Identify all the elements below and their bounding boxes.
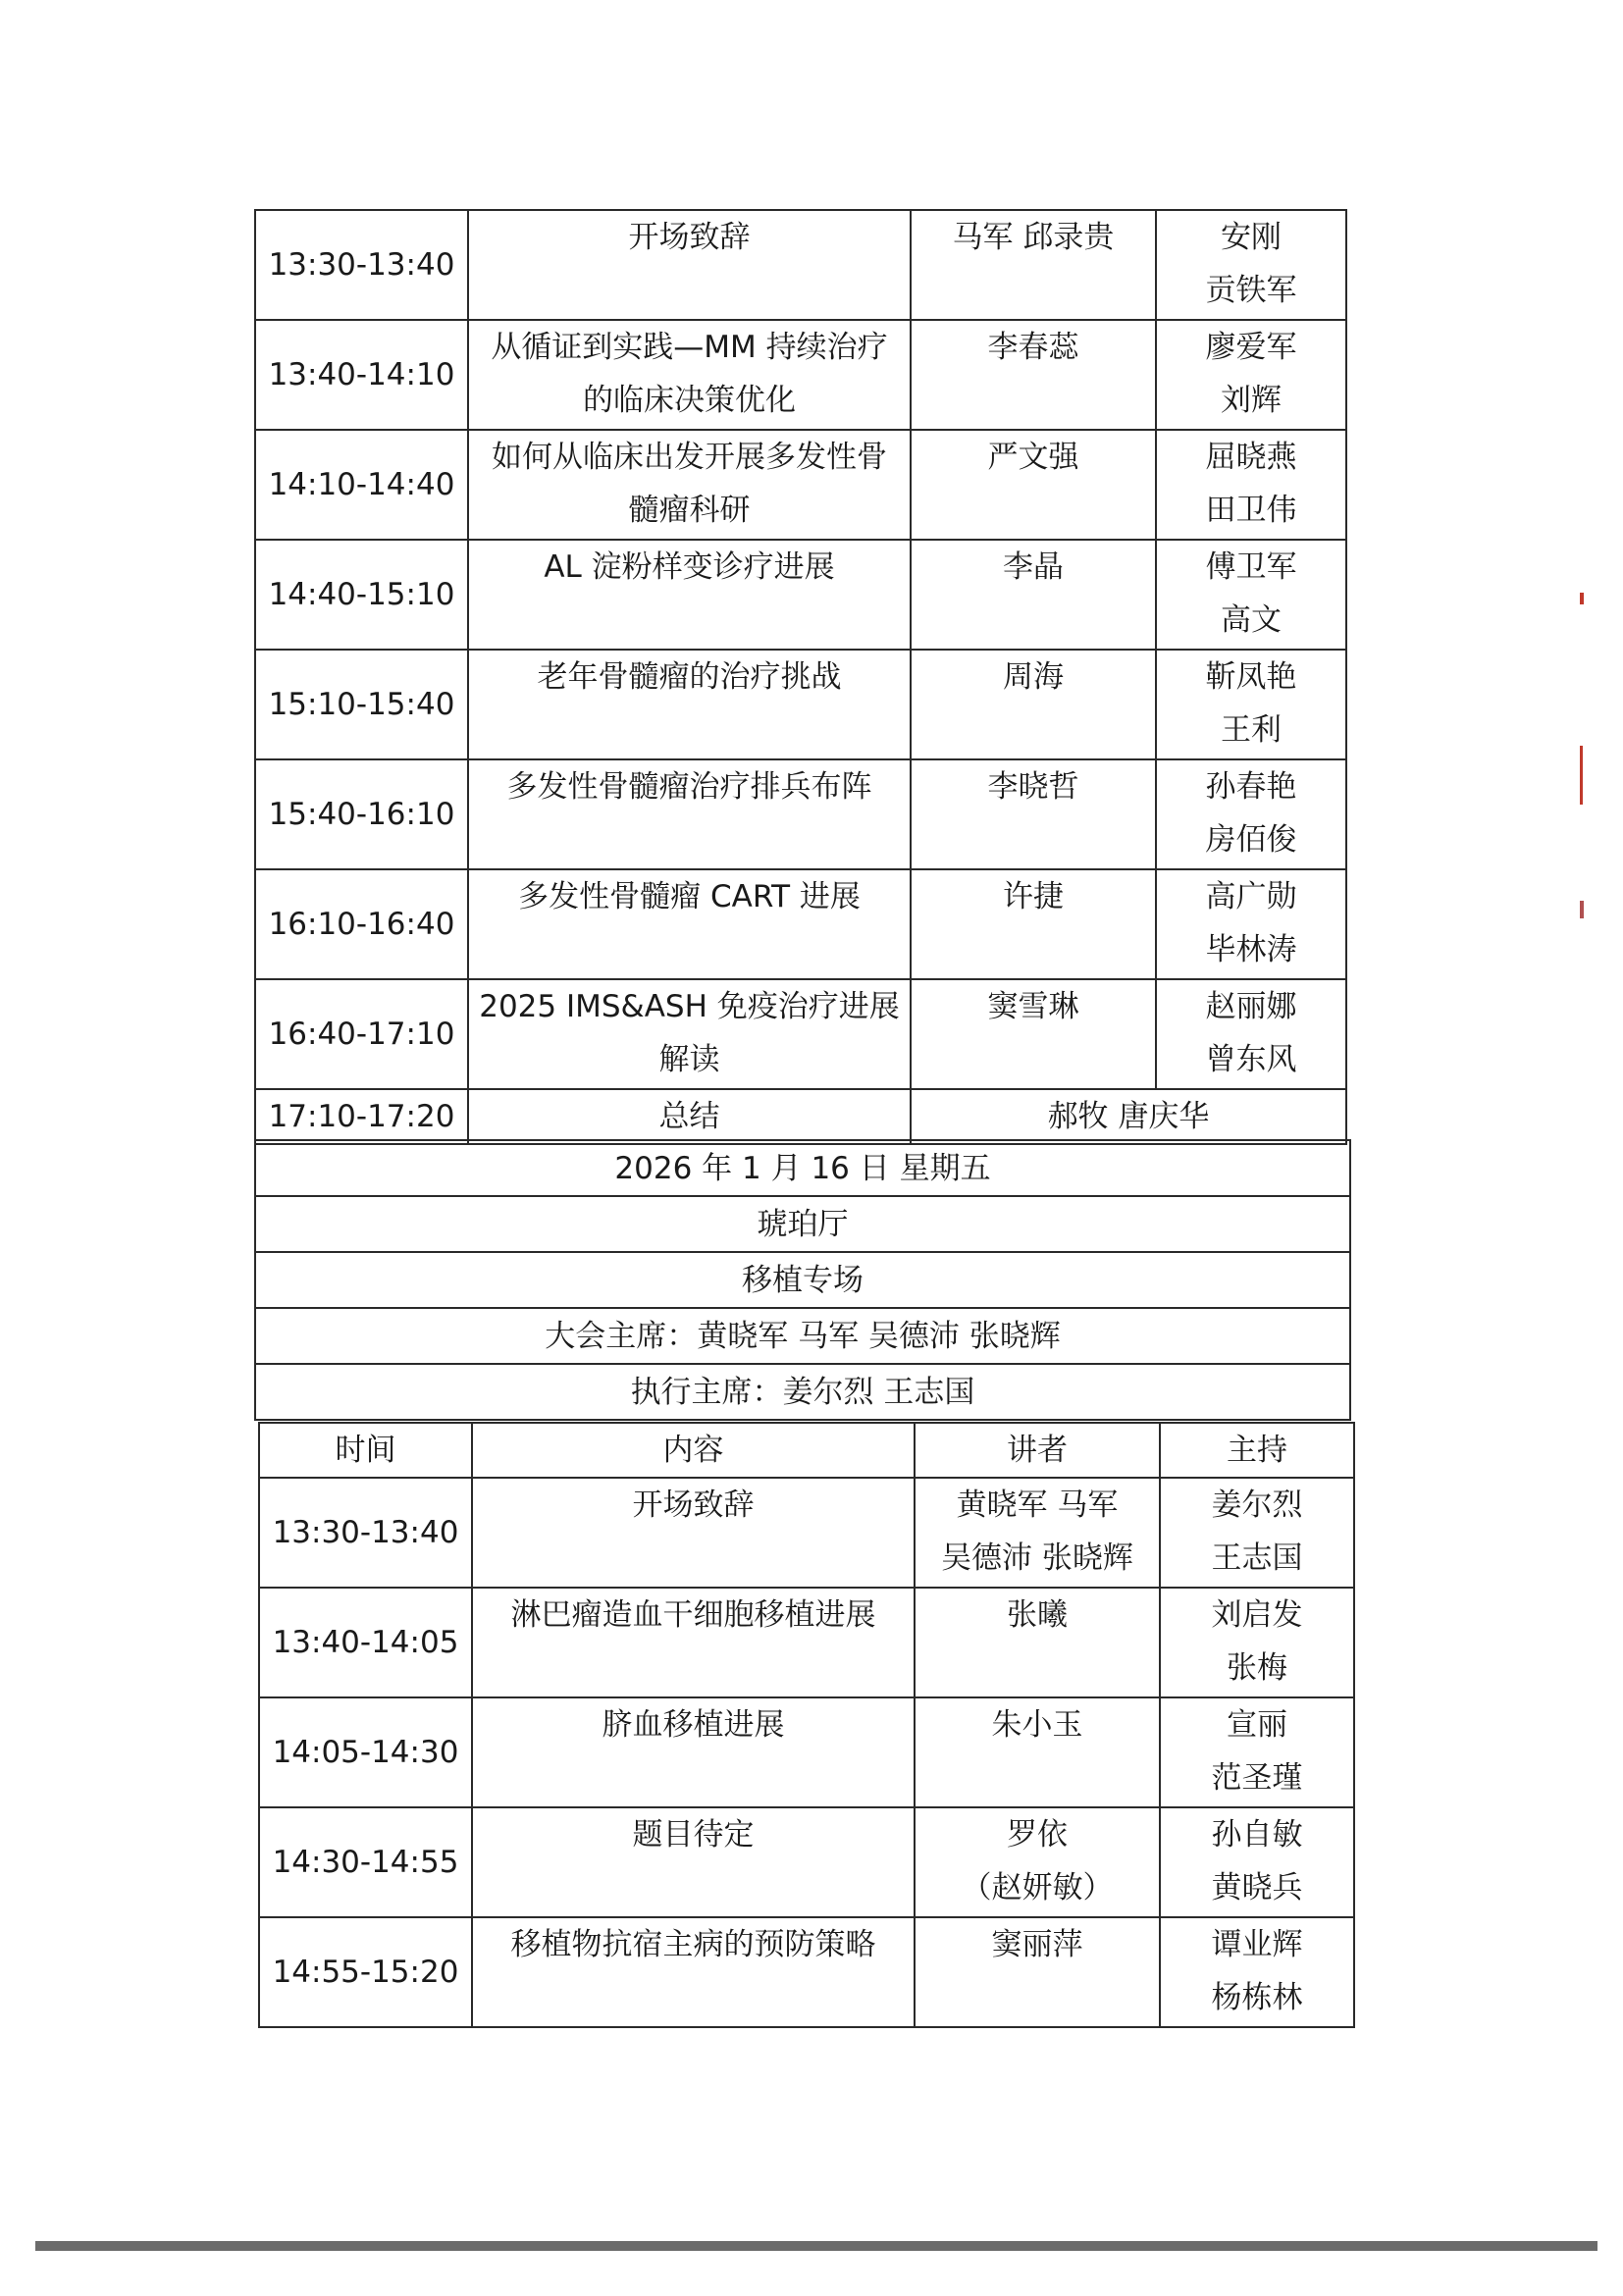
cell-topic: 如何从临床出发开展多发性骨髓瘤科研	[468, 430, 911, 540]
cell-topic: 题目待定	[472, 1807, 915, 1917]
cell-host	[1156, 210, 1346, 320]
cell-time: 14:05-14:30	[259, 1697, 472, 1807]
cell-speaker	[911, 979, 1156, 1089]
cell-host-line: 房佰俊	[1205, 822, 1297, 858]
table-row	[255, 759, 1346, 869]
table-row	[259, 1478, 1354, 1588]
table-row	[255, 320, 1346, 430]
cell-speaker	[911, 869, 1156, 979]
cell-speaker	[915, 1917, 1160, 2027]
cell-speaker-line: 朱小玉	[991, 1707, 1083, 1743]
cell-speaker	[915, 1478, 1160, 1588]
cell-speaker-line: 许捷	[1003, 879, 1064, 914]
day2-header-table	[254, 1139, 1351, 1421]
cell-topic: 2025 IMS&ASH 免疫治疗进展解读	[468, 979, 911, 1089]
cell-topic: 多发性骨髓瘤治疗排兵布阵	[468, 759, 911, 869]
cell-time: 14:10-14:40	[255, 430, 468, 540]
table-row	[255, 210, 1346, 320]
cell-speaker-line: 李晓哲	[987, 769, 1079, 805]
cell-speaker-line: 窦雪琳	[987, 989, 1079, 1024]
scan-edge-bar	[35, 2241, 1597, 2251]
cell-topic: 淋巴瘤造血干细胞移植进展	[472, 1588, 915, 1697]
cell-host-line: 毕林涛	[1205, 932, 1297, 967]
cell-speaker	[911, 540, 1156, 650]
cell-speaker-line: 窦丽萍	[991, 1927, 1083, 1962]
table-row	[259, 1588, 1354, 1697]
table-row	[255, 430, 1346, 540]
cell-speaker-line: 李晶	[1003, 549, 1064, 585]
table-row	[255, 869, 1346, 979]
cell-host	[1160, 1917, 1354, 2027]
cell-host-line: 孙自敏	[1211, 1817, 1303, 1852]
cell-host-line: 贡铁军	[1205, 273, 1297, 308]
header-host: 主持	[1160, 1423, 1354, 1478]
cell-host	[1160, 1697, 1354, 1807]
cell-time: 15:10-15:40	[255, 650, 468, 759]
cell-time: 13:30-13:40	[255, 210, 468, 320]
cell-host-line: 杨栋林	[1211, 1980, 1303, 2015]
cell-topic: 脐血移植进展	[472, 1697, 915, 1807]
session-date: 2026 年 1 月 16 日 星期五	[255, 1140, 1350, 1196]
cell-host-line: 刘启发	[1211, 1597, 1303, 1633]
cell-host	[1156, 650, 1346, 759]
cell-topic: 从循证到实践—MM 持续治疗的临床决策优化	[468, 320, 911, 430]
margin-mark	[1580, 746, 1583, 805]
cell-time: 14:40-15:10	[255, 540, 468, 650]
cell-speaker	[911, 210, 1156, 320]
margin-mark	[1580, 901, 1584, 918]
cell-host	[1156, 759, 1346, 869]
cell-host	[1156, 430, 1346, 540]
table-row	[255, 650, 1346, 759]
header-row	[259, 1423, 1354, 1478]
cell-host	[1160, 1478, 1354, 1588]
cell-host-line: 姜尔烈	[1211, 1487, 1303, 1523]
header-topic: 内容	[472, 1423, 915, 1478]
cell-host-line: 张梅	[1227, 1650, 1287, 1686]
cell-speaker	[911, 320, 1156, 430]
cell-time: 13:40-14:10	[255, 320, 468, 430]
cell-topic: 老年骨髓瘤的治疗挑战	[468, 650, 911, 759]
cell-host	[1160, 1807, 1354, 1917]
cell-host-line: 赵丽娜	[1205, 989, 1297, 1024]
cell-topic: 移植物抗宿主病的预防策略	[472, 1917, 915, 2027]
cell-time: 14:55-15:20	[259, 1917, 472, 2027]
cell-summary-people: 郝牧 唐庆华	[911, 1089, 1346, 1144]
schedule-table-day1	[254, 209, 1347, 1145]
cell-topic: 开场致辞	[468, 210, 911, 320]
cell-topic: 开场致辞	[472, 1478, 915, 1588]
session-chairs: 大会主席：黄晓军 马军 吴德沛 张晓辉	[255, 1308, 1350, 1364]
table-row	[259, 1917, 1354, 2027]
session-exec-chairs: 执行主席：姜尔烈 王志国	[255, 1364, 1350, 1420]
cell-speaker-line: 吴德沛 张晓辉	[941, 1540, 1133, 1576]
session-title: 移植专场	[255, 1252, 1350, 1308]
cell-host-line: 高文	[1221, 602, 1282, 638]
cell-speaker	[911, 430, 1156, 540]
cell-host	[1160, 1588, 1354, 1697]
cell-speaker	[911, 650, 1156, 759]
cell-host-line: 廖爱军	[1205, 330, 1297, 365]
header-time: 时间	[259, 1423, 472, 1478]
cell-time: 14:30-14:55	[259, 1807, 472, 1917]
cell-host-line: 屈晓燕	[1205, 440, 1297, 475]
cell-speaker-line: 罗依	[1007, 1817, 1068, 1852]
cell-time: 15:40-16:10	[255, 759, 468, 869]
cell-topic: AL 淀粉样变诊疗进展	[468, 540, 911, 650]
cell-host-line: 孙春艳	[1205, 769, 1297, 805]
cell-speaker-line: 张曦	[1007, 1597, 1068, 1633]
cell-host-line: 高广勋	[1205, 879, 1297, 914]
cell-time: 13:40-14:05	[259, 1588, 472, 1697]
cell-host-line: 黄晓兵	[1211, 1870, 1303, 1905]
schedule-table-day2	[258, 1422, 1355, 2028]
cell-host	[1156, 979, 1346, 1089]
cell-speaker	[915, 1588, 1160, 1697]
cell-time: 16:10-16:40	[255, 869, 468, 979]
cell-speaker	[911, 759, 1156, 869]
cell-time: 13:30-13:40	[259, 1478, 472, 1588]
cell-time: 17:10-17:20	[255, 1089, 468, 1144]
cell-host-line: 曾东风	[1205, 1042, 1297, 1077]
cell-host-line: 谭业辉	[1211, 1927, 1303, 1962]
cell-time: 16:40-17:10	[255, 979, 468, 1089]
margin-mark	[1580, 593, 1584, 604]
cell-host	[1156, 540, 1346, 650]
cell-speaker	[915, 1697, 1160, 1807]
cell-host-line: 宣丽	[1227, 1707, 1287, 1743]
cell-speaker-line: （赵妍敏）	[961, 1870, 1114, 1905]
cell-topic: 总结	[468, 1089, 911, 1144]
table-row	[255, 979, 1346, 1089]
cell-speaker-line: 周海	[1003, 659, 1064, 695]
cell-speaker-line: 黄晓军 马军	[956, 1487, 1119, 1523]
cell-host-line: 王利	[1221, 712, 1282, 748]
cell-host-line: 王志国	[1211, 1540, 1303, 1576]
table-row	[259, 1697, 1354, 1807]
cell-speaker-line: 李春蕊	[987, 330, 1079, 365]
cell-host	[1156, 869, 1346, 979]
cell-topic: 多发性骨髓瘤 CART 进展	[468, 869, 911, 979]
cell-host-line: 靳凤艳	[1205, 659, 1297, 695]
cell-speaker-line: 严文强	[987, 440, 1079, 475]
session-hall: 琥珀厅	[255, 1196, 1350, 1252]
cell-host	[1156, 320, 1346, 430]
cell-host-line: 刘辉	[1221, 383, 1282, 418]
cell-speaker-line: 马军 邱录贵	[952, 220, 1115, 255]
cell-host-line: 安刚	[1221, 220, 1282, 255]
summary-row	[255, 1089, 1346, 1144]
cell-host-line: 范圣瑾	[1211, 1760, 1303, 1796]
table-row	[259, 1807, 1354, 1917]
cell-host-line: 田卫伟	[1205, 493, 1297, 528]
header-speaker: 讲者	[915, 1423, 1160, 1478]
table-row	[255, 540, 1346, 650]
cell-speaker	[915, 1807, 1160, 1917]
cell-host-line: 傅卫军	[1205, 549, 1297, 585]
